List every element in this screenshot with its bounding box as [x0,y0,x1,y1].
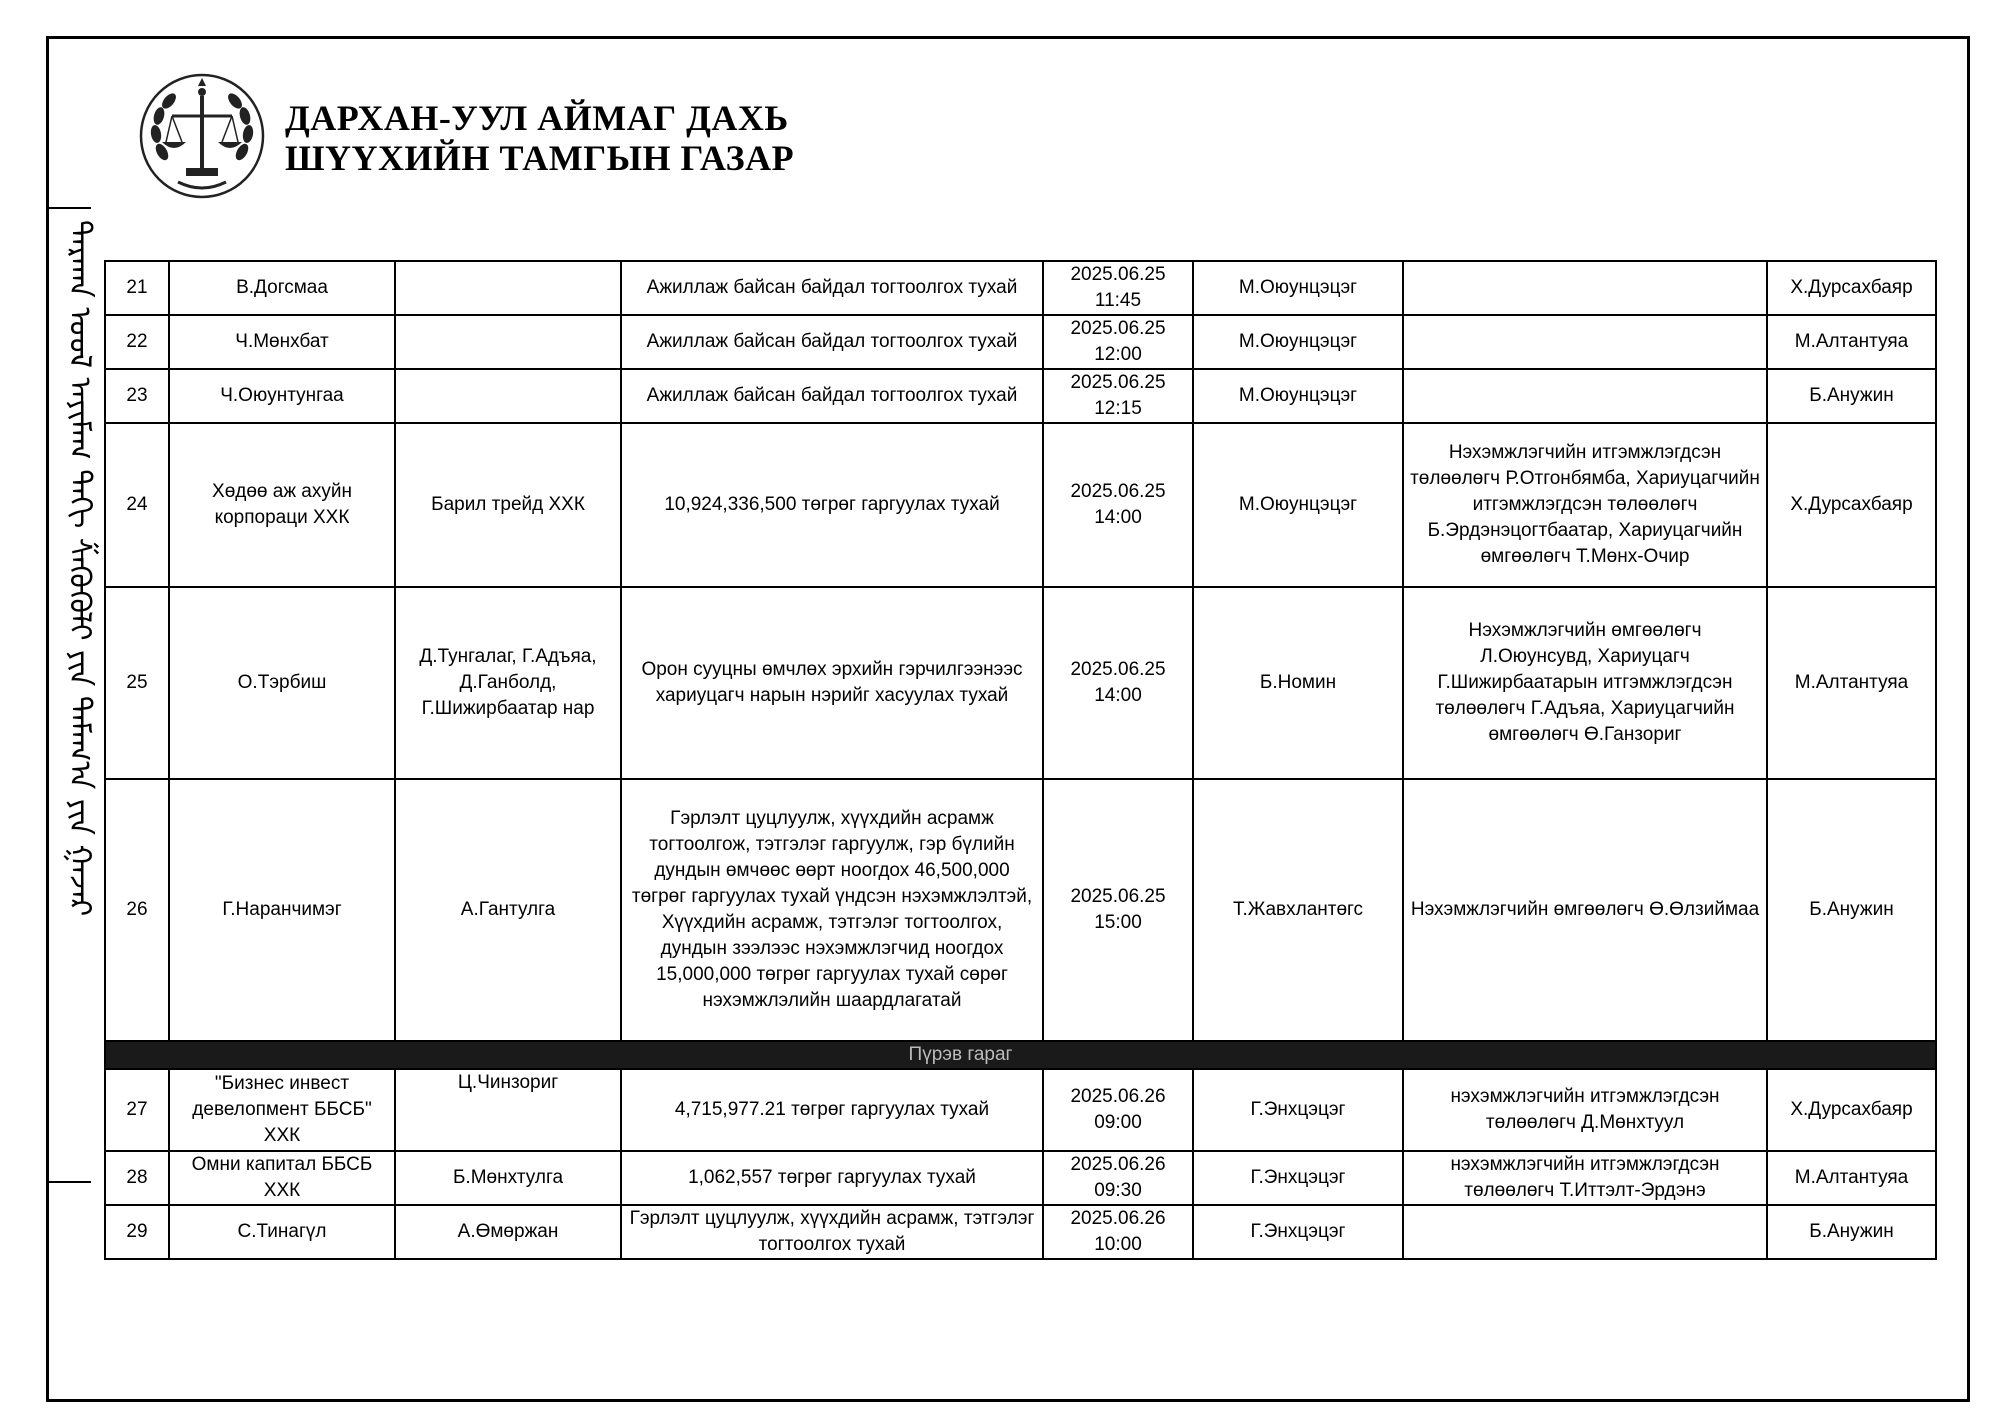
cell-plaintiff: Ч.Мөнхбат [169,315,395,369]
table-row [105,1151,1936,1205]
table-row [105,1069,1936,1151]
cell-time: 12:00 [1094,344,1142,365]
cell-defendant [395,261,621,315]
cell-participants: Нэхэмжлэгчийн өмгөөлөгч Л.Оюунсувд, Хариуцагч Г.Шижирбаатарын итгэмжлэгдсэн төлөөлөгч Г.Адъяа, Хариуцагчийн өмгөөлөгч Ө.Ганзориг [1403,587,1767,779]
cell-date: 2025.06.25 [1070,659,1166,680]
cell-no: 29 [105,1205,169,1259]
cell-judge: Г.Энхцэцэг [1193,1151,1403,1205]
cell-defendant: А.Гантулга [395,779,621,1041]
cell-date: 2025.06.26 [1070,1086,1166,1107]
cell-judge: Т.Жавхлантөгс [1193,779,1403,1041]
cell-plaintiff: Хөдөө аж ахуйн корпораци ХХК [169,423,395,587]
cell-secretary: Х.Дурсахбаяр [1767,1069,1936,1151]
cell-defendant: Барил трейд ХХК [395,423,621,587]
cell-participants [1403,261,1767,315]
cell-datetime [1043,1151,1193,1205]
cell-date: 2025.06.25 [1070,264,1166,285]
cell-plaintiff: Ч.Оюунтунгаа [169,369,395,423]
cell-claim: Гэрлэлт цуцлуулж, хүүхдийн асрамж тогтоолгож, тэтгэлэг гаргуулж, гэр бүлийн дундын өмчөөс өөрт ноогдох 46,500,000 төгрөг гаргуулах тухай үндсэн нэхэмжлэлтэй, Хүүхдийн асрамж, тэтгэлэг тогтоолгох, дундын зээлээс нэхэмжлэгчид ноогдох 15,000,000 төгрөг гаргуулах тухай сөрөг нэхэмжлэлийн шаардлагатай [621,779,1043,1041]
cell-secretary: Б.Анужин [1767,369,1936,423]
cell-judge: М.Оюунцэцэг [1193,423,1403,587]
cell-no: 21 [105,261,169,315]
cell-judge: М.Оюунцэцэг [1193,369,1403,423]
institution-title [285,98,794,178]
court-emblem-logo [138,72,266,200]
cell-claim: Гэрлэлт цуцлуулж, хүүхдийн асрамж, тэтгэлэг тогтоолгох тухай [621,1205,1043,1259]
title-line-1: ДАРХАН-УУЛ АЙМАГ ДАХЬ [285,98,789,138]
cell-datetime [1043,587,1193,779]
cell-defendant: А.Өмөржан [395,1205,621,1259]
cell-time: 15:00 [1094,912,1142,933]
table-row [105,315,1936,369]
cell-date: 2025.06.25 [1070,886,1166,907]
cell-defendant: Б.Мөнхтулга [395,1151,621,1205]
cell-claim: 4,715,977.21 төгрөг гаргуулах тухай [621,1069,1043,1151]
cell-time: 10:00 [1094,1234,1142,1255]
cell-date: 2025.06.26 [1070,1154,1166,1175]
cell-claim: Ажиллаж байсан байдал тогтоолгох тухай [621,369,1043,423]
cell-plaintiff: О.Тэрбиш [169,587,395,779]
cell-datetime [1043,315,1193,369]
cell-defendant: Д.Тунгалаг, Г.Адъяа, Д.Ганболд, Г.Шижирбаатар нар [395,587,621,779]
cell-participants: Нэхэмжлэгчийн өмгөөлөгч Ө.Өлзиймаа [1403,779,1767,1041]
cell-claim: Ажиллаж байсан байдал тогтоолгох тухай [621,315,1043,369]
cell-participants [1403,369,1767,423]
table-row [105,1205,1936,1259]
cell-secretary: М.Алтантуяа [1767,587,1936,779]
cell-no: 24 [105,423,169,587]
cell-time: 12:15 [1094,398,1142,419]
cell-judge: М.Оюунцэцэг [1193,315,1403,369]
table-row [105,369,1936,423]
cell-claim: Ажиллаж байсан байдал тогтоолгох тухай [621,261,1043,315]
cell-plaintiff: С.Тинагүл [169,1205,395,1259]
cell-judge: Г.Энхцэцэг [1193,1205,1403,1259]
table-row [105,423,1936,587]
cell-no: 22 [105,315,169,369]
cell-datetime [1043,369,1193,423]
cell-secretary: Х.Дурсахбаяр [1767,423,1936,587]
cell-defendant: Ц.Чинзориг [395,1069,621,1151]
cell-participants [1403,1205,1767,1259]
cell-secretary: М.Алтантуяа [1767,315,1936,369]
cell-claim: Орон сууцны өмчлөх эрхийн гэрчилгээнээс хариуцагч нарын нэрийг хасуулах тухай [621,587,1043,779]
cell-secretary: Х.Дурсахбаяр [1767,261,1936,315]
cell-judge: М.Оюунцэцэг [1193,261,1403,315]
day-separator-row [105,1041,1936,1069]
cell-plaintiff: Г.Наранчимэг [169,779,395,1041]
cell-datetime [1043,261,1193,315]
cell-plaintiff: "Бизнес инвест девелопмент ББСБ" ХХК [169,1069,395,1151]
cell-time: 14:00 [1094,507,1142,528]
cell-participants: нэхэмжлэгчийн итгэмжлэгдсэн төлөөлөгч Д.Мөнхтуул [1403,1069,1767,1151]
cell-defendant [395,315,621,369]
cell-claim: 10,924,336,500 төгрөг гаргуулах тухай [621,423,1043,587]
cell-no: 23 [105,369,169,423]
cell-time: 09:00 [1094,1112,1142,1133]
cell-datetime [1043,1205,1193,1259]
cell-date: 2025.06.25 [1070,372,1166,393]
cell-participants [1403,315,1767,369]
cell-secretary: Б.Анужин [1767,1205,1936,1259]
day-separator-label: Пүрэв гараг [908,1044,1013,1065]
cell-date: 2025.06.26 [1070,1208,1166,1229]
cell-plaintiff: Омни капитал ББСБ ХХК [169,1151,395,1205]
cell-participants: Нэхэмжлэгчийн итгэмжлэгдсэн төлөөлөгч Р.Отгонбямба, Хариуцагчийн итгэмжлэгдсэн төлөөлөгч Б.Эрдэнэцогтбаатар, Хариуцагчийн өмгөөлөгч Т.Мөнх-Очир [1403,423,1767,587]
cell-time: 09:30 [1094,1180,1142,1201]
cell-participants: нэхэмжлэгчийн итгэмжлэгдсэн төлөөлөгч Т.Иттэлт-Эрдэнэ [1403,1151,1767,1205]
table-row [105,587,1936,779]
cell-secretary: Б.Анужин [1767,779,1936,1041]
cell-secretary: М.Алтантуяа [1767,1151,1936,1205]
cell-claim: 1,062,557 төгрөг гаргуулах тухай [621,1151,1043,1205]
cell-date: 2025.06.25 [1070,481,1166,502]
cell-date: 2025.06.25 [1070,318,1166,339]
cell-no: 27 [105,1069,169,1151]
cell-no: 25 [105,587,169,779]
cell-datetime [1043,423,1193,587]
cell-defendant [395,369,621,423]
cell-no: 26 [105,779,169,1041]
title-line-2: ШҮҮХИЙН ТАМГЫН ГАЗАР [285,138,795,178]
table-row [105,261,1936,315]
cell-judge: Г.Энхцэцэг [1193,1069,1403,1151]
cell-time: 11:45 [1094,290,1142,311]
vertical-mongolian-script [47,200,97,1190]
cell-datetime [1043,1069,1193,1151]
table-row [105,779,1936,1041]
cell-time: 14:00 [1094,685,1142,706]
cell-judge: Б.Номин [1193,587,1403,779]
cell-datetime [1043,779,1193,1041]
cell-no: 28 [105,1151,169,1205]
cell-plaintiff: В.Догсмаа [169,261,395,315]
vertical-script-text: ᠳᠠᠷᠬᠠᠨ ᠤᠤᠯ ᠠᠶᠢᠮᠠᠭ ᠳᠠᠬᠢ ᠱᠡᠭᠦᠭᠦᠯᠢ ᠶᠢᠨ ᠲᠠᠮᠠᠭ᠎ᠠ ᠶᠢᠨ ᠭᠠᠵᠠᠷ [62,220,97,917]
hearing-schedule-table [104,260,1937,1260]
